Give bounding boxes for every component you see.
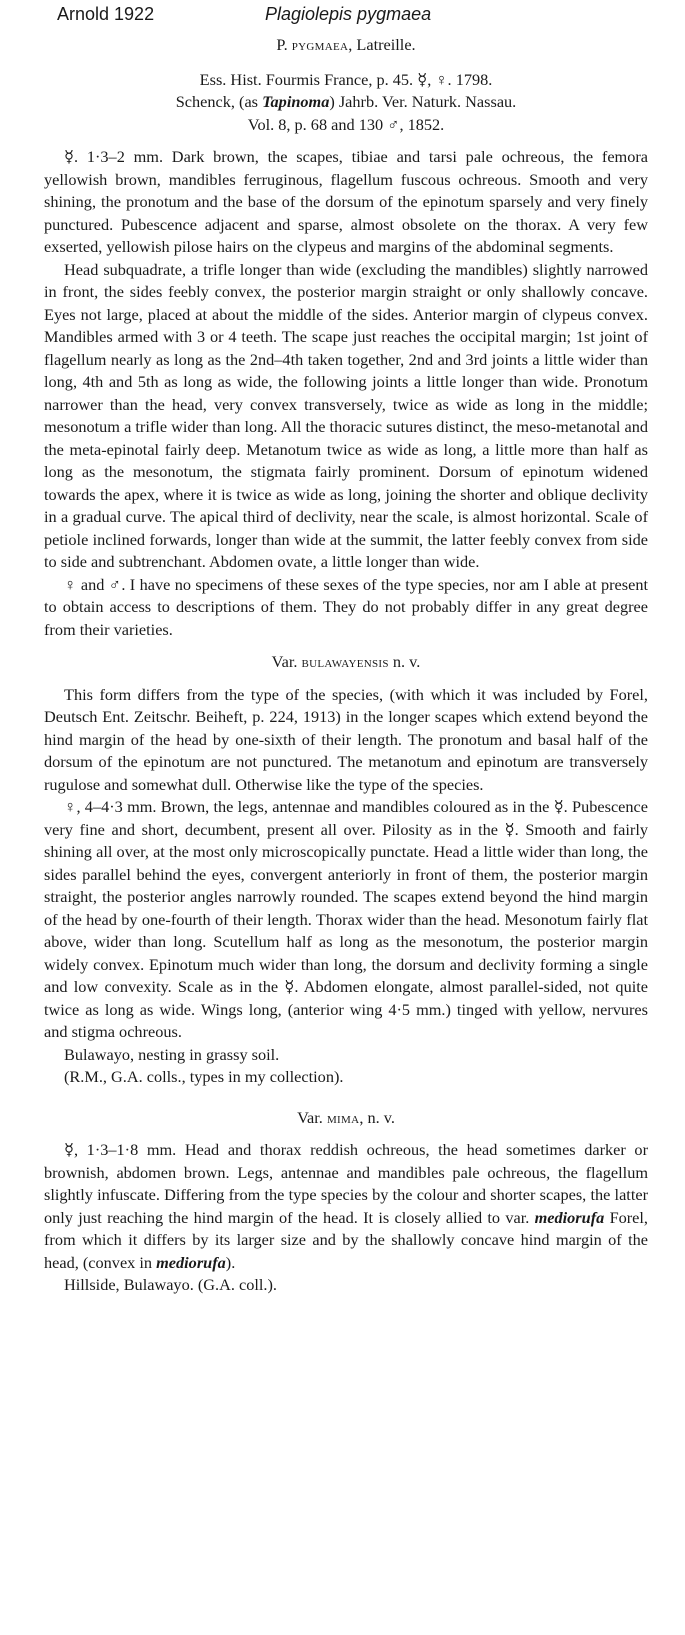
mima-desc-part-1: ☿, 1·3–1·8 mm. Head and thorax reddish ochreous, the head sometimes darker or brownish, abdomen brown. Legs, antennae and mandibles pale ochreous, the flagellum slightly infuscate. Differing from the type species by the colour and shorter scapes, the latter only just reaching the hind margin of the head. It is closely allied to var. xyxy=(44,1140,648,1227)
citation-line-2 xyxy=(44,91,648,114)
header-species-label: Plagiolepis pygmaea xyxy=(265,4,432,24)
variety-heading-bulawayensis xyxy=(44,651,648,674)
species-heading xyxy=(44,34,648,57)
bulawayensis-description: This form differs from the type of the species, (with which it was included by Forel, Deutsch Ent. Zeitschr. Beiheft, p. 224, 1913) in the longer scapes which extend beyond the hind margin of the head by one-sixth of their length. The pronotum and basal half of the dorsum of the epinotum are not punctured. The metanotum and epinotum are transversely rugulose and somewhat dull. Otherwise like the type of the species. xyxy=(44,684,648,794)
mima-desc-part-2: Forel, from which it differs by its larger size and by the shallowly concave hind margin of the head, (convex in xyxy=(44,1207,648,1272)
variety-heading-mima xyxy=(44,1107,648,1130)
mima-taxon-reference-2: mediorufa xyxy=(156,1252,226,1272)
variety-name: mima xyxy=(326,1107,360,1127)
mima-desc-part-3: ). xyxy=(225,1252,236,1272)
bulawayensis-female-description: ♀, 4–4·3 mm. Brown, the legs, antennae and mandibles coloured as in the ☿. Pubescence very fine and short, decumbent, present all over. Pilosity as in the ☿. Smooth and fairly shining all over, at the most only microscopically punctate. Head a little wider than long, the sides parallel behind the eyes, convergent anteriorly in front of them, the posterior margin straight, the posterior angles narrowly rounded. The scapes extend beyond the hind margin of the head by one-fourth of their length. Thorax wider than the head. Mesonotum fairly flat above, wider than long. Scutellum half as long as the mesonotum, the posterior margin widely convex. Epinotum much wider than long, the dorsum and declivity forming a single and low convexity. Scale as in the ☿. Abdomen elongate, almost parallel-sided, not quite twice as long as wide. Wings long, (anterior wing 4·5 mm.) tinged with yellow, nervures and stigma ochreous. xyxy=(44,797,648,1041)
citation-line-3: Vol. 8, p. 68 and 130 ♂, 1852. xyxy=(247,114,445,134)
header-source-label: Arnold 1922 xyxy=(57,4,155,24)
document-body xyxy=(44,34,648,1297)
variety-suffix: , n. v. xyxy=(359,1107,395,1127)
citation-line-2-post: ) Jahrb. Ver. Naturk. Nassau. xyxy=(329,92,517,111)
bulawayensis-locality: Bulawayo, nesting in grassy soil. xyxy=(64,1044,280,1064)
variety-prefix: Var. xyxy=(271,652,298,671)
mima-locality: Hillside, Bulawayo. (G.A. coll.). xyxy=(64,1275,277,1294)
species-name: pygmaea xyxy=(291,35,349,54)
worker-description: ☿. 1·3–2 mm. Dark brown, the scapes, tibiae and tarsi pale ochreous, the femora yellowish brown, mandibles ferruginous, flagellum fuscous ochreous. Smooth and very shining, the pronotum and the base of the dorsum of the epinotum sparsely and very finely punctured. Pubescence adjacent and sparse, almost obsolete on the thorax. A very few exserted, yellowish pilose hairs on the clypeus and margins of the abdominal segments. xyxy=(44,147,648,256)
sexes-note: ♀ and ♂. I have no specimens of these sexes of the type species, nor am I able at present to obtain access to descriptions of them. They do not probably differ in any great degree from their varieties. xyxy=(44,574,648,639)
citation-line-1: Ess. Hist. Fourmis France, p. 45. ☿, ♀. 1798. xyxy=(199,69,493,89)
variety-suffix: n. v. xyxy=(392,652,421,671)
citation-line-2-pre: Schenck, (as xyxy=(175,92,263,111)
species-author: , Latreille. xyxy=(348,35,416,54)
variety-prefix: Var. xyxy=(297,1107,323,1127)
mima-description xyxy=(44,1139,648,1274)
mima-taxon-reference: mediorufa xyxy=(534,1207,605,1227)
head-description: Head subquadrate, a trifle longer than wide (excluding the mandibles) slightly narrowed in front, the sides feebly convex, the posterior margin straight or only shallowly concave. Eyes not large, placed at about the middle of the sides. Anterior margin of clypeus convex. Mandibles armed with 3 or 4 teeth. The scape just reaches the occipital margin; 1st joint of flagellum nearly as long as the 2nd–4th taken together, 2nd and 3rd joints a little wider than long, 4th and 5th as long as wide, the following joints a little longer than wide. Pronotum narrower than the head, very convex transversely, twice as wide as long in the middle; mesonotum a trifle wider than long. All the thoracic sutures distinct, the meso-metanotal and the meta-epinotal fairly deep. Metanotum twice as wide as long, a little more than half as long as the mesonotum, the stigmata fairly prominent. Dorsum of epinotum widened towards the apex, where it is twice as wide as long, joining the shorter and oblique declivity in a gradual curve. The apical third of declivity, near the scale, is almost horizontal. Scale of petiole inclined forwards, longer than wide at the summit, the latter feebly convex from side to side and subtrenchant. Abdomen ovate, a little longer than wide. xyxy=(44,259,648,571)
species-citation xyxy=(44,69,648,137)
variety-name: bulawayensis xyxy=(301,652,389,671)
bulawayensis-collection: (R.M., G.A. colls., types in my collection). xyxy=(64,1067,344,1086)
page-header xyxy=(0,4,685,30)
citation-genus: Tapinoma xyxy=(262,92,330,111)
species-genus-abbrev: P. xyxy=(276,35,288,54)
